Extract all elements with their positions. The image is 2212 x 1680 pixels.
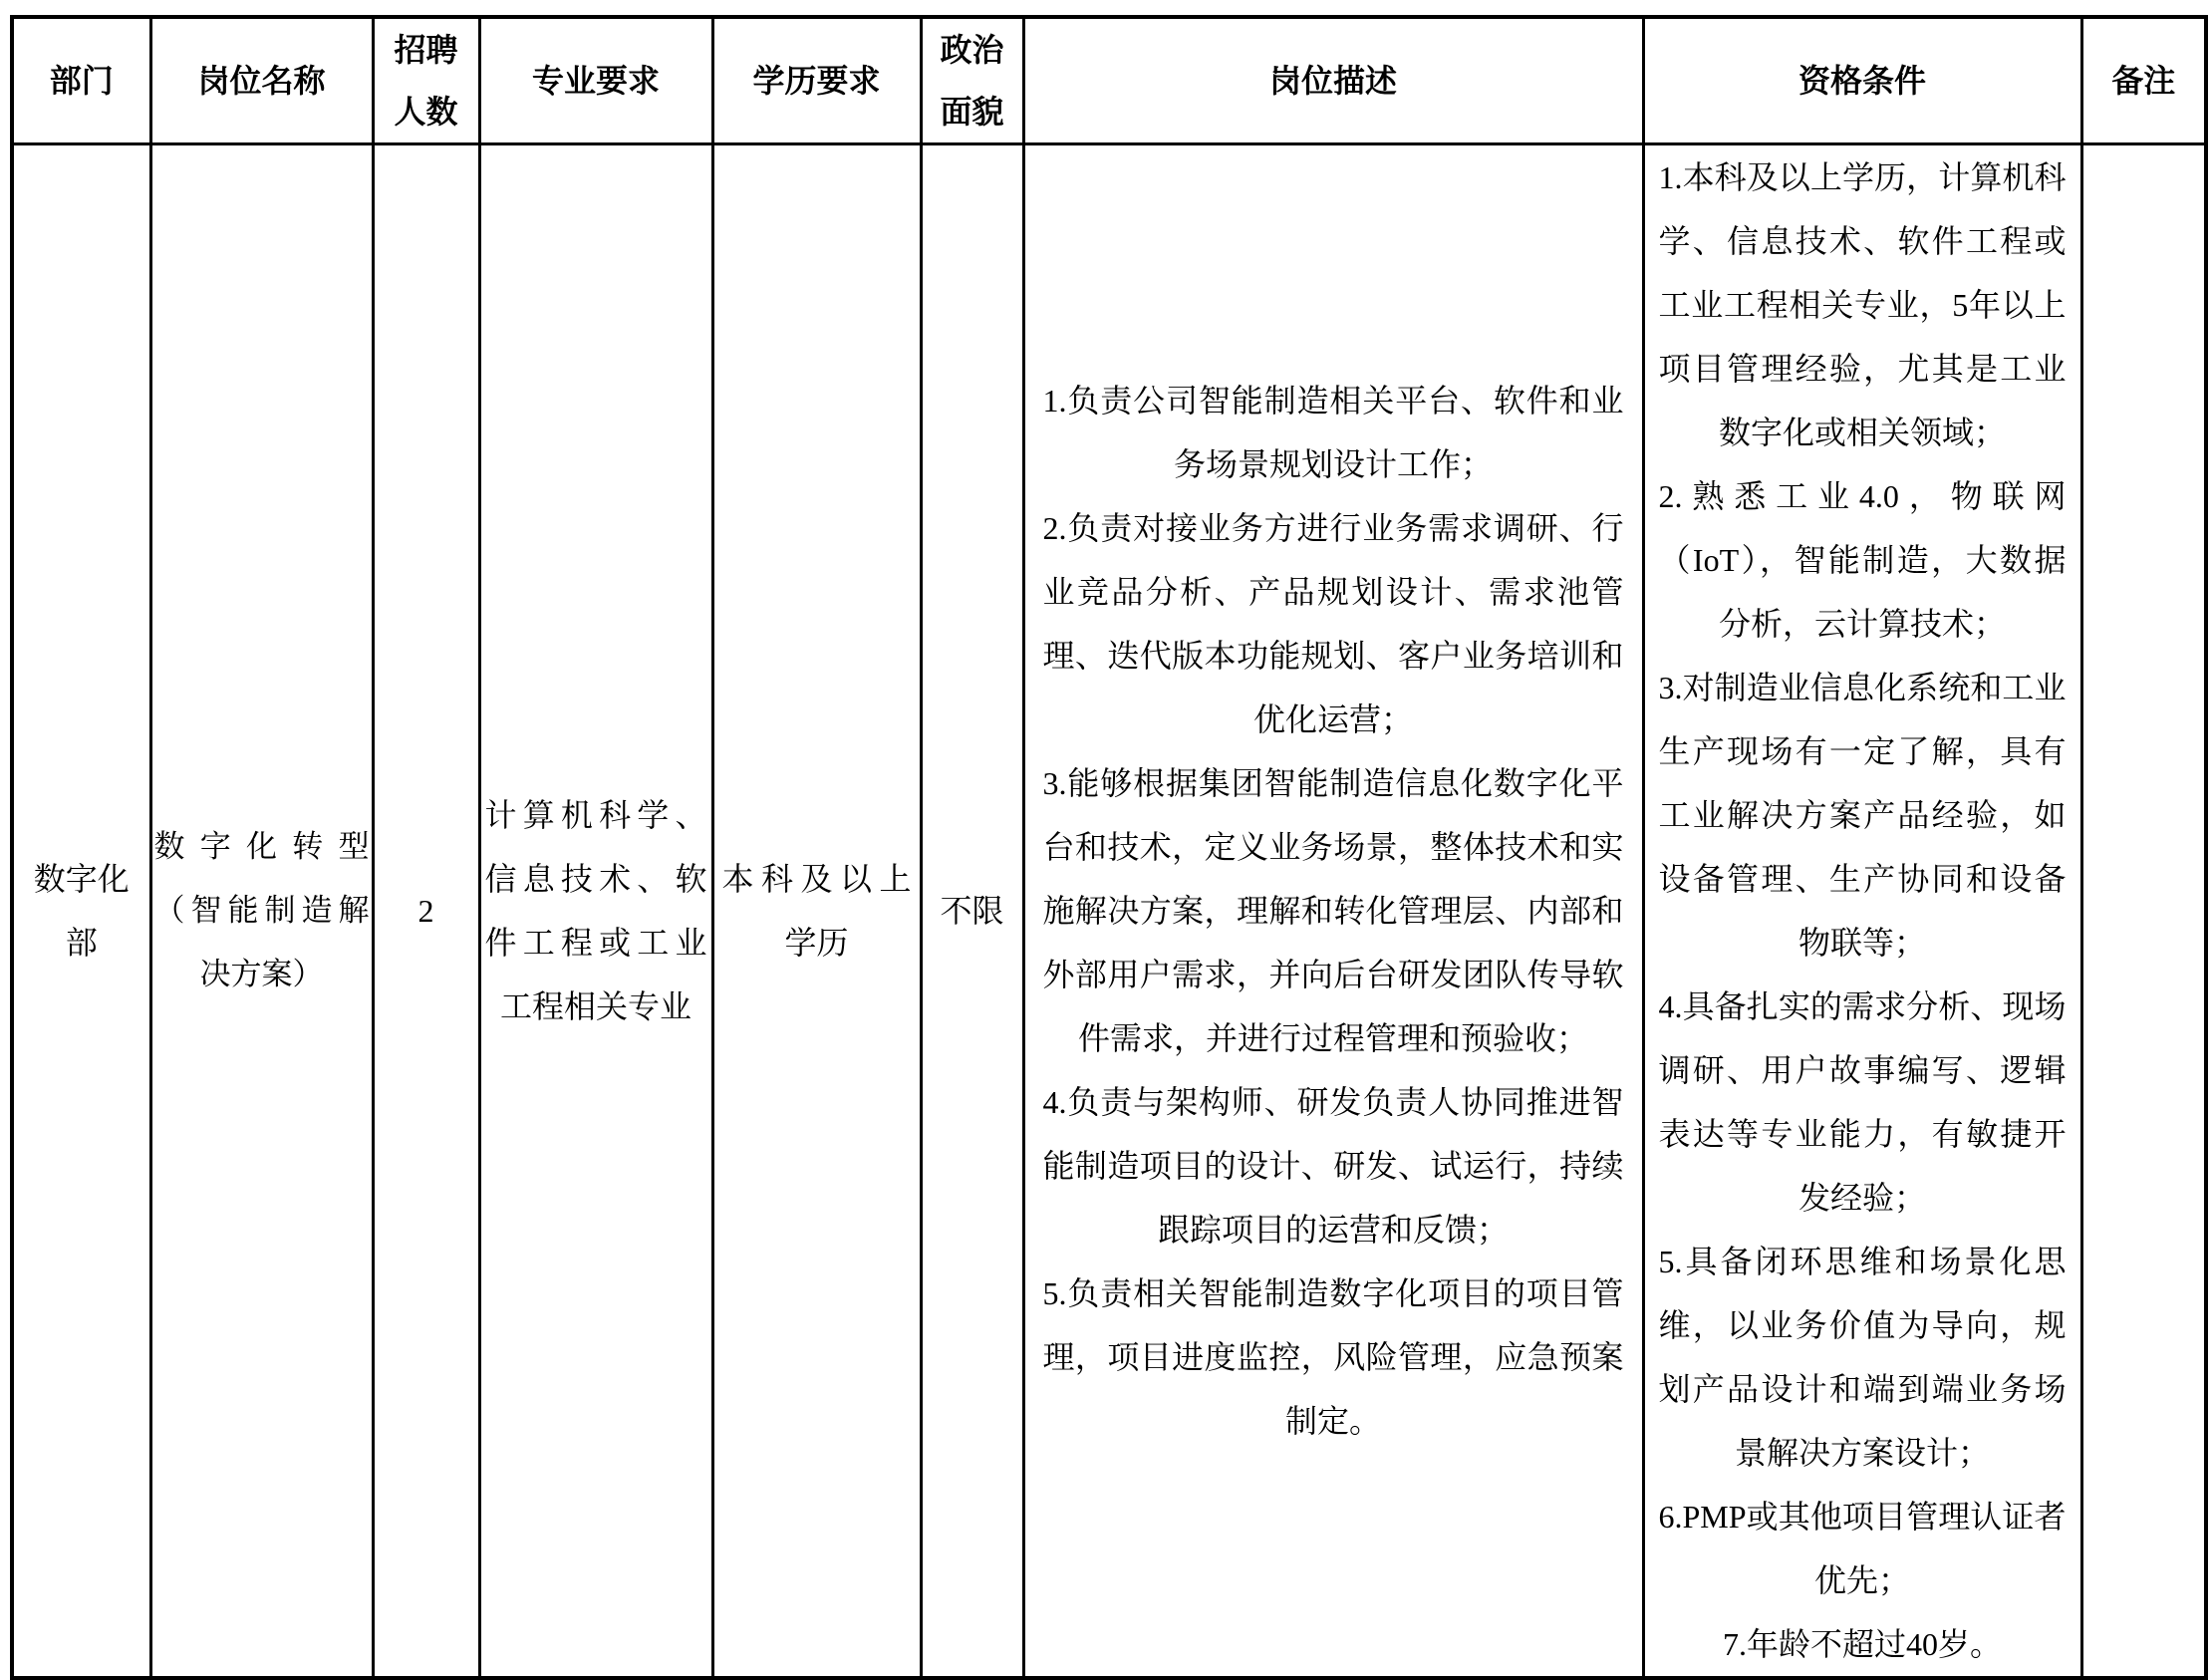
job-description-item-1: 1.负责公司智能制造相关平台、软件和业务场景规划设计工作； [1042,383,1624,482]
major-text: 计算机科学、信息技术、软件工程或工业工程相关专业 [484,797,707,1024]
table-row [12,144,2206,1679]
cell-political-status: 不限 [921,144,1023,1679]
qualification-item-4: 4.具备扎实的需求分析、现场调研、用户故事编写、逻辑表达等专业能力，有敏捷开发经验； [1658,988,2067,1216]
job-description-item-3: 3.能够根据集团智能制造信息化数字化平台和技术，定义业务场景，整体技术和实施解决方案，理解和转化管理层、内部和外部用户需求，并向后台研发团队传导软件需求，并进行过程管理和预验收； [1042,765,1624,1056]
job-description-item-2: 2.负责对接业务方进行业务需求调研、行业竞品分析、产品规划设计、需求池管理、迭代版本功能规划、客户业务培训和优化运营； [1042,510,1624,737]
cell-major [479,144,712,1679]
cell-headcount: 2 [373,144,479,1679]
recruitment-table [10,15,2208,1680]
job-description-item-4: 4.负责与架构师、研发负责人协同推进智能制造项目的设计、研发、试运行，持续跟踪项目的运营和反馈； [1042,1084,1624,1248]
qualification-item-6: 6.PMP或其他项目管理认证者优先； [1658,1499,2067,1598]
cell-job-description [1023,144,1643,1679]
qualification-item-2: 2.熟悉工业4.0，物联网（IoT），智能制造，大数据分析，云计算技术； [1658,478,2067,642]
header-political-status: 政治面貌 [921,17,1023,144]
cell-qualifications [1643,144,2081,1679]
cell-remarks [2081,144,2206,1679]
header-job-description: 岗位描述 [1023,17,1643,144]
cell-education [712,144,921,1679]
recruitment-sheet [10,15,2208,1680]
header-remarks: 备注 [2081,17,2206,144]
header-position: 岗位名称 [150,17,373,144]
position-text: 数字化转型（智能制造解决方案） [153,829,370,991]
qualification-item-7: 7.年龄不超过40岁。 [1722,1626,2002,1662]
header-department: 部门 [12,17,150,144]
header-headcount: 招聘人数 [373,17,479,144]
job-description-item-5: 5.负责相关智能制造数字化项目的项目管理，项目进度监控，风险管理，应急预案制定。 [1042,1275,1624,1439]
qualification-item-3: 3.对制造业信息化系统和工业生产现场有一定了解，具有工业解决方案产品经验，如设备管理、生产协同和设备物联等； [1658,670,2067,961]
cell-position [150,144,373,1679]
qualification-item-5: 5.具备闭环思维和场景化思维，以业务价值为导向，规划产品设计和端到端业务场景解决方案设计； [1658,1244,2067,1471]
header-major: 专业要求 [479,17,712,144]
table-header-row [12,17,2206,144]
header-education: 学历要求 [712,17,921,144]
education-text: 本科及以上学历 [721,861,912,961]
header-qualifications: 资格条件 [1643,17,2081,144]
cell-department: 数字化部 [12,144,150,1679]
qualification-item-1: 1.本科及以上学历，计算机科学、信息技术、软件工程或工业工程相关专业，5年以上项目管理经验，尤其是工业数字化或相关领域； [1658,159,2067,450]
